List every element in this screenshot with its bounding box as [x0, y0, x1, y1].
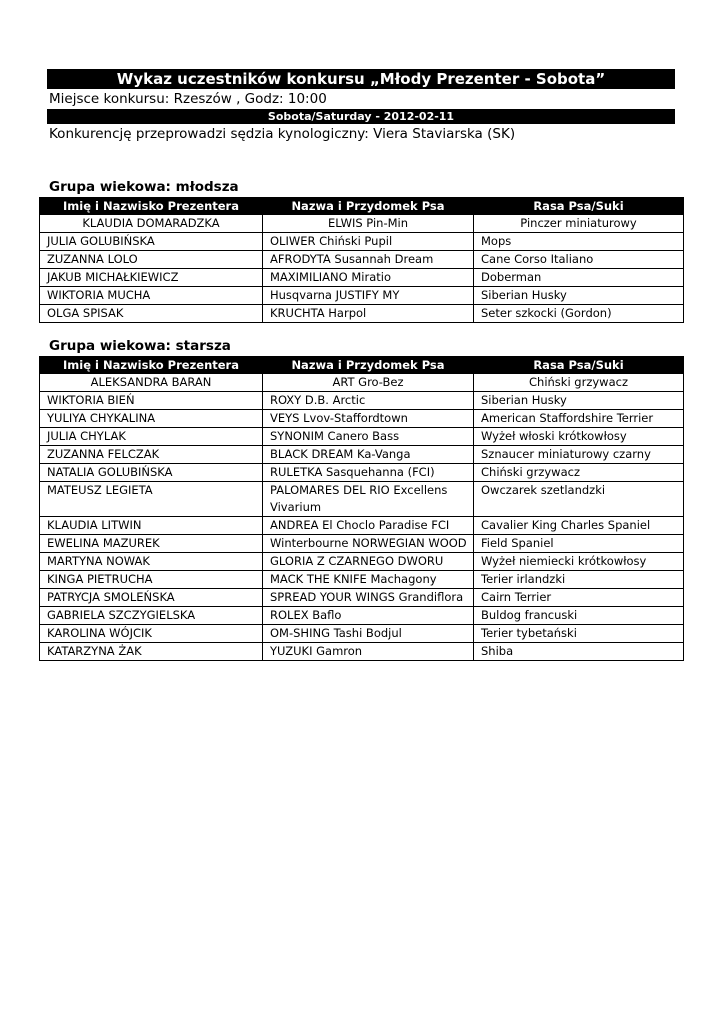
table-row	[40, 374, 684, 392]
column-header: Rasa Psa/Suki	[474, 198, 684, 215]
dog-name-cell: ROXY D.B. Arctic	[263, 392, 474, 410]
presenter-name-cell: ZUZANNA LOLO	[40, 251, 263, 269]
presenter-name-cell: KAROLINA WÓJCIK	[40, 625, 263, 643]
presenter-name-cell: KLAUDIA LITWIN	[40, 517, 263, 535]
dog-name-cell: YUZUKI Gamron	[263, 643, 474, 661]
breed-cell: Siberian Husky	[474, 287, 684, 305]
column-header: Nazwa i Przydomek Psa	[263, 357, 474, 374]
table-row	[40, 535, 684, 553]
breed-cell: Cane Corso Italiano	[474, 251, 684, 269]
presenter-name-cell: MATEUSZ LEGIETA	[40, 482, 263, 517]
table-row	[40, 428, 684, 446]
presenter-name-cell: PATRYCJA SMOLEŃSKA	[40, 589, 263, 607]
breed-cell: Mops	[474, 233, 684, 251]
breed-cell: Pinczer miniaturowy	[474, 215, 684, 233]
presenter-name-cell: ZUZANNA FELCZAK	[40, 446, 263, 464]
presenter-name-cell: WIKTORIA BIEŃ	[40, 392, 263, 410]
dog-name-cell: PALOMARES DEL RIO Excellens Vivarium	[263, 482, 474, 517]
table-row	[40, 269, 684, 287]
breed-cell: Siberian Husky	[474, 392, 684, 410]
presenter-name-cell: KLAUDIA DOMARADZKA	[40, 215, 263, 233]
breed-cell: Owczarek szetlandzki	[474, 482, 684, 517]
breed-cell: Cairn Terrier	[474, 589, 684, 607]
table-row	[40, 482, 684, 517]
presenter-name-cell: KINGA PIETRUCHA	[40, 571, 263, 589]
breed-cell: Doberman	[474, 269, 684, 287]
dog-name-cell: SPREAD YOUR WINGS Grandiflora	[263, 589, 474, 607]
dog-name-cell: ART Gro-Bez	[263, 374, 474, 392]
breed-cell: Cavalier King Charles Spaniel	[474, 517, 684, 535]
table-row	[40, 392, 684, 410]
presenter-name-cell: JULIA CHYLAK	[40, 428, 263, 446]
venue-line: Miejsce konkursu: Rzeszów , Godz: 10:00	[49, 91, 327, 107]
breed-cell: Seter szkocki (Gordon)	[474, 305, 684, 323]
presenter-name-cell: JAKUB MICHAŁKIEWICZ	[40, 269, 263, 287]
judge-line: Konkurencję przeprowadzi sędzia kynologiczny: Viera Staviarska (SK)	[49, 126, 516, 142]
table-row	[40, 625, 684, 643]
table-header-row	[40, 198, 684, 215]
presenter-name-cell: GABRIELA SZCZYGIELSKA	[40, 607, 263, 625]
table-row	[40, 517, 684, 535]
table-row	[40, 251, 684, 269]
presenter-name-cell: JULIA GOLUBIŃSKA	[40, 233, 263, 251]
participants-table-younger	[39, 197, 684, 323]
dog-name-cell: OLIWER Chiński Pupil	[263, 233, 474, 251]
table-row	[40, 410, 684, 428]
breed-cell: Buldog francuski	[474, 607, 684, 625]
column-header: Rasa Psa/Suki	[474, 357, 684, 374]
table-header-row	[40, 357, 684, 374]
breed-cell: Chiński grzywacz	[474, 374, 684, 392]
table-row	[40, 215, 684, 233]
group-title-older: Grupa wiekowa: starsza	[49, 338, 231, 354]
breed-cell: Terier irlandzki	[474, 571, 684, 589]
table-row	[40, 446, 684, 464]
group-title-younger: Grupa wiekowa: młodsza	[49, 179, 239, 195]
presenter-name-cell: MARTYNA NOWAK	[40, 553, 263, 571]
dog-name-cell: Winterbourne NORWEGIAN WOOD	[263, 535, 474, 553]
dog-name-cell: ANDREA El Choclo Paradise FCI	[263, 517, 474, 535]
dog-name-cell: RULETKA Sasquehanna (FCI)	[263, 464, 474, 482]
breed-cell: Sznaucer miniaturowy czarny	[474, 446, 684, 464]
breed-cell: Field Spaniel	[474, 535, 684, 553]
dog-name-cell: SYNONIM Canero Bass	[263, 428, 474, 446]
presenter-name-cell: ALEKSANDRA BARAN	[40, 374, 263, 392]
table-row	[40, 287, 684, 305]
dog-name-cell: OM-SHING Tashi Bodjul	[263, 625, 474, 643]
document-title: Wykaz uczestników konkursu „Młody Prezenter - Sobota”	[47, 69, 675, 89]
breed-cell: Wyżeł niemiecki krótkowłosy	[474, 553, 684, 571]
presenter-name-cell: OLGA SPISAK	[40, 305, 263, 323]
table-row	[40, 607, 684, 625]
dog-name-cell: VEYS Lvov-Staffordtown	[263, 410, 474, 428]
dog-name-cell: KRUCHTA Harpol	[263, 305, 474, 323]
breed-cell: Terier tybetański	[474, 625, 684, 643]
dog-name-cell: ELWIS Pin-Min	[263, 215, 474, 233]
column-header: Imię i Nazwisko Prezentera	[40, 198, 263, 215]
table-row	[40, 553, 684, 571]
dog-name-cell: MACK THE KNIFE Machagony	[263, 571, 474, 589]
breed-cell: American Staffordshire Terrier	[474, 410, 684, 428]
table-row	[40, 643, 684, 661]
presenter-name-cell: KATARZYNA ŻAK	[40, 643, 263, 661]
dog-name-cell: AFRODYTA Susannah Dream	[263, 251, 474, 269]
table-row	[40, 233, 684, 251]
breed-cell: Shiba	[474, 643, 684, 661]
dog-name-cell: Husqvarna JUSTIFY MY	[263, 287, 474, 305]
dog-name-cell: MAXIMILIANO Miratio	[263, 269, 474, 287]
breed-cell: Wyżeł włoski krótkowłosy	[474, 428, 684, 446]
dog-name-cell: GLORIA Z CZARNEGO DWORU	[263, 553, 474, 571]
table-row	[40, 571, 684, 589]
dog-name-cell: ROLEX Baflo	[263, 607, 474, 625]
participants-table-older	[39, 356, 684, 661]
presenter-name-cell: WIKTORIA MUCHA	[40, 287, 263, 305]
table-row	[40, 464, 684, 482]
column-header: Imię i Nazwisko Prezentera	[40, 357, 263, 374]
presenter-name-cell: NATALIA GOLUBIŃSKA	[40, 464, 263, 482]
table-row	[40, 589, 684, 607]
date-banner: Sobota/Saturday - 2012-02-11	[47, 109, 675, 124]
presenter-name-cell: YULIYA CHYKALINA	[40, 410, 263, 428]
breed-cell: Chiński grzywacz	[474, 464, 684, 482]
table-row	[40, 305, 684, 323]
column-header: Nazwa i Przydomek Psa	[263, 198, 474, 215]
dog-name-cell: BLACK DREAM Ka-Vanga	[263, 446, 474, 464]
presenter-name-cell: EWELINA MAZUREK	[40, 535, 263, 553]
